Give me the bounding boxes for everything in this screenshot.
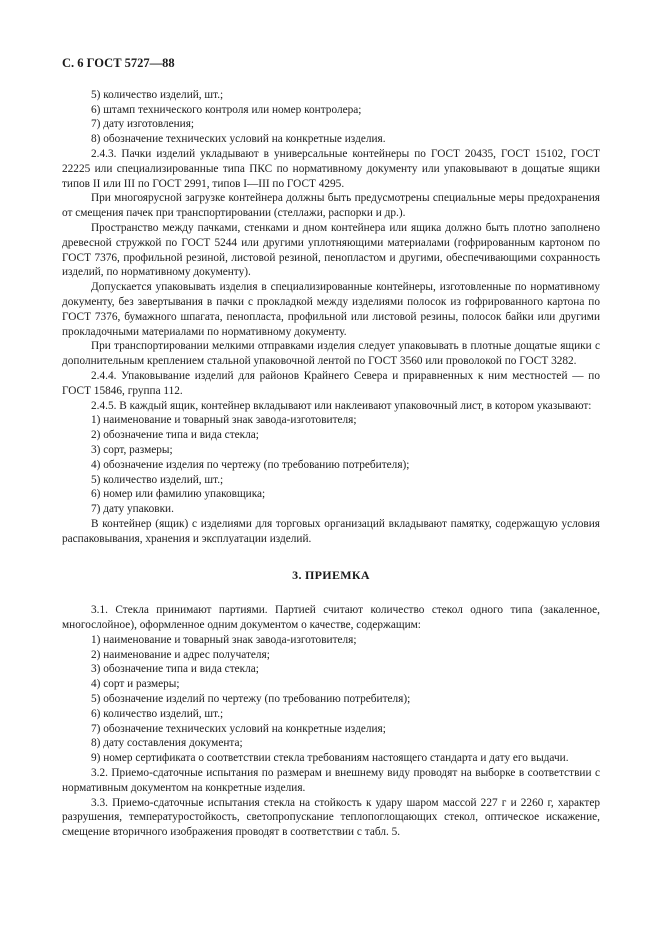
list-item: 7) обозначение технических условий на конкретные изделия;: [91, 722, 386, 735]
list-item: 7) дату упаковки.: [91, 503, 174, 516]
list-item: 1) наименование и товарный знак завода-изготовителя;: [91, 633, 357, 646]
list-item: 4) обозначение изделия по чертежу (по требованию потребителя);: [91, 458, 410, 471]
acceptance-document-items: [62, 633, 600, 751]
list-item: 2) обозначение типа и вида стекла;: [91, 429, 259, 442]
list-item-9: 9) номер сертификата о соответствии стекла требованиям настоящего стандарта и дату его выдачи.: [91, 752, 569, 765]
top-list: [62, 88, 600, 147]
paragraph-allowed: Допускается упаковывать изделия в специализированные контейнеры, изготовленные по нормативному документу, без завертывания в пачки с прокладкой между изделиями полосок из гофрированного картона по ГОСТ 7376, бумажного шпагата, пенопласта, профильной или листовой резины, полосок байки или другими прокладочными материалами по нормативному документу.: [62, 281, 600, 338]
paragraph-2-4-3: 2.4.3. Пачки изделий укладывают в универсальные контейнеры по ГОСТ 20435, ГОСТ 15102, ГОСТ 22225 или специализированные типа ПКС по нормативному документу или упаковывают в дощатые ящики типов II или III по ГОСТ 2991, типов I—III по ГОСТ 4295.: [62, 147, 600, 190]
paragraph-3-1: 3.1. Стекла принимают партиями. Партией считают количество стекол одного типа (закаленное, многослойное), оформленное одним документом о качестве, содержащим:: [62, 604, 600, 632]
paragraph-2-4-5: 2.4.5. В каждый ящик, контейнер вкладывают или наклеивают упаковочный лист, в котором указывают:: [91, 399, 592, 412]
list-item: 5) количество изделий, шт.;: [91, 473, 224, 486]
list-item: 5) количество изделий, шт.;: [91, 88, 224, 101]
paragraph-small-shipments: При транспортировании мелкими отправками изделия следует упаковывать в плотные дощатые ящики с дополнительным креплением стальной упаковочной лентой по ГОСТ 3560 или проволокой по ГОСТ 3282.: [62, 340, 600, 368]
paragraph-space-filling: Пространство между пачками, стенками и дном контейнера или ящика должно быть плотно заполнено древесной стружкой по ГОСТ 5244 или другими уплотняющими материалами (гофрированным картоном по ГОСТ 7376, профильной резиной, листовой резиной, пенопластом и другими, обеспечивающими сохранность изделий, по нормативному документу).: [62, 221, 600, 279]
paragraph-3-3: 3.3. Приемо-сдаточные испытания стекла на стойкость к удару шаром массой 227 г и 2260 г, характер разрушения, температуростойкость, светопропускание теплопоглощающих стекол, оптическое искажение, смещение вторичного изображения проводят в соответствии с табл. 5.: [62, 796, 600, 839]
page-header: С. 6 ГОСТ 5727—88: [62, 56, 175, 70]
list-item: 6) номер или фамилию упаковщика;: [91, 488, 266, 501]
list-item: 6) количество изделий, шт.;: [91, 707, 224, 720]
list-item: 3) сорт, размеры;: [91, 443, 173, 456]
paragraph-2-4-4: 2.4.4. Упаковывание изделий для районов Крайнего Севера и приравненных к ним местностей — по ГОСТ 15846, группа 112.: [62, 369, 600, 397]
section-title: 3. ПРИЕМКА: [292, 567, 370, 582]
paragraph-3-2: 3.2. Приемо-сдаточные испытания по размерам и внешнему виду проводят на выборке в соответствии с нормативным документом на конкретные изделия.: [62, 767, 600, 794]
paragraph-multitier: При многоярусной загрузке контейнера должны быть предусмотрены специальные меры предохранения от смещения пачек при транспортировании (стеллажи, распорки и др.).: [62, 192, 600, 220]
list-item: 1) наименование и товарный знак завода-изготовителя;: [91, 414, 357, 427]
list-item: 5) обозначение изделий по чертежу (по требованию потребителя);: [91, 693, 411, 706]
list-item: 8) дату составления документа;: [91, 737, 243, 750]
document-page: [62, 56, 600, 840]
list-item: 4) сорт и размеры;: [91, 678, 180, 691]
list-item: 3) обозначение типа и вида стекла;: [91, 663, 259, 676]
list-item: 7) дату изготовления;: [91, 118, 195, 131]
paragraph-memo: В контейнер (ящик) с изделиями для торговых организаций вкладывают памятку, содержащую условия распаковывания, хранения и эксплуатации изделий.: [62, 517, 600, 545]
list-item: 2) наименование и адрес получателя;: [91, 648, 270, 661]
list-item: 8) обозначение технических условий на конкретные изделия.: [91, 133, 386, 146]
list-item: 6) штамп технического контроля или номер контролера;: [91, 103, 362, 116]
packing-list-items: [62, 413, 600, 517]
